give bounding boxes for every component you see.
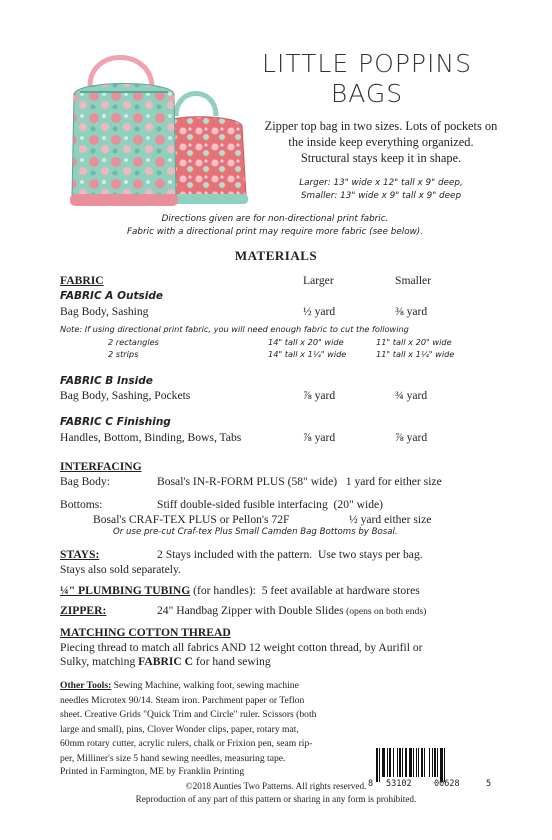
title-line-2: BAGS <box>330 79 404 108</box>
description-line: Structural stays keep it in shape. <box>300 151 462 165</box>
bags-photo <box>66 46 256 216</box>
materials-heading: MATERIALS <box>234 248 318 263</box>
note-row-larger: 14" tall x 20" wide <box>268 337 344 347</box>
fabric-a-item: Bag Body, Sashing <box>60 305 149 318</box>
fabric-c-smaller: ⅞ yard <box>395 431 428 444</box>
fabric-c-item: Handles, Bottom, Binding, Bows, Tabs <box>60 431 242 444</box>
other-tools-line: sheet. Creative Grids "Quick Trim and Circle" ruler. Scissors (both <box>60 709 317 721</box>
directions-line: Directions given are for non-directional print fabric. <box>161 214 389 224</box>
note-row-smaller: 11" tall x 1¼" wide <box>376 349 455 359</box>
fabric-b-item: Bag Body, Sashing, Pockets <box>60 389 191 402</box>
barcode-bar <box>421 748 423 777</box>
fabric-a-larger: ½ yard <box>303 305 336 318</box>
barcode-bar <box>416 748 417 777</box>
description-line: the inside keep everything organized. <box>288 135 474 149</box>
thread-line2-post: for hand sewing <box>193 655 271 668</box>
stays-line2: Stays also sold separately. <box>60 563 181 576</box>
tubing-heading: ¼" PLUMBING TUBING <box>60 584 191 597</box>
col-larger: Larger <box>303 274 334 287</box>
barcode-bar <box>440 748 443 782</box>
printed-in: Printed in Farmington, ME by Franklin Printing <box>60 766 245 777</box>
barcode-bar <box>387 748 388 777</box>
barcode-bar <box>444 748 445 782</box>
other-tools-line: large and small), pins, Clover Wonder clips, paper, rotary mat, <box>60 723 299 735</box>
zipper-line <box>157 604 426 617</box>
barcode-bar <box>418 748 419 777</box>
reproduction-notice: Reproduction of any part of this pattern or sharing in any form is prohibited. <box>135 794 417 804</box>
size-smaller: Smaller: 13" wide x 9" tall x 9" deep <box>300 191 462 201</box>
interfacing-heading: INTERFACING <box>60 460 142 473</box>
other-tools-heading: Other Tools: <box>60 680 112 691</box>
interfacing-bottoms-line3: Or use pre-cut Craf-tex Plus Small Camden Bag Bottoms by Bosal. <box>113 527 398 537</box>
fabric-a-smaller: ⅜ yard <box>395 305 428 318</box>
fabric-b-larger: ⅞ yard <box>303 389 336 402</box>
stays-heading: STAYS: <box>60 548 100 561</box>
size-larger: Larger: 13" wide x 12" tall x 9" deep, <box>299 178 463 188</box>
barcode-bar <box>437 748 438 777</box>
interfacing-bottoms-qty: ½ yard either size <box>349 513 432 526</box>
size-info <box>236 177 526 203</box>
fabric-a-title: FABRIC A Outside <box>60 290 163 302</box>
barcode-bar <box>376 748 378 782</box>
barcode-bar <box>413 748 414 777</box>
interfacing-bottoms-text: Stiff double-sided fusible interfacing (20" wide) <box>157 498 384 511</box>
barcode-bar <box>432 748 433 777</box>
tubing-text: (for handles): 5 feet available at hardware stores <box>190 584 420 597</box>
description <box>236 118 526 166</box>
barcode-right: 5 <box>486 779 492 789</box>
interfacing-bottoms-label: Bottoms: <box>60 498 103 511</box>
directions <box>40 213 510 239</box>
thread-line2 <box>60 655 271 668</box>
fabric-b-title: FABRIC B Inside <box>60 375 153 387</box>
title-line-1: LITTLE POPPINS <box>262 49 472 78</box>
thread-line2-pre: Sulky, matching <box>60 655 139 668</box>
fabric-c-larger: ⅞ yard <box>303 431 336 444</box>
barcode-bar <box>409 748 412 777</box>
other-tools-line: per, Milliner's size 5 hand sewing needles, measuring tape. <box>60 752 286 764</box>
directions-line: Fabric with a directional print may require more fabric (see below). <box>126 227 424 237</box>
other-tools-line <box>60 679 360 694</box>
barcode-bar <box>379 748 380 782</box>
zipper-text: 24" Handbag Zipper with Double Slides <box>157 604 344 617</box>
other-tools-line: 60mm rotary cutter, acrylic rulers, chalk or Frixion pen, seam rip- <box>60 738 313 750</box>
barcode-mid2: 00628 <box>434 779 460 789</box>
fabric-heading: FABRIC <box>60 274 104 287</box>
thread-line2-bold: FABRIC C <box>138 655 194 668</box>
col-smaller: Smaller <box>395 274 432 287</box>
barcode-bar <box>399 748 401 777</box>
other-tools-text: Sewing Machine, walking foot, sewing machine <box>111 680 299 691</box>
note-row-label: 2 rectangles <box>108 337 159 347</box>
copyright: ©2018 Aunties Two Patterns. All rights reserved. <box>185 781 367 791</box>
fabric-b-smaller: ¾ yard <box>395 389 428 402</box>
other-tools-line: needles Microtex 90/14. Steam iron. Parchment paper or Teflon <box>60 694 305 706</box>
stays-text: 2 Stays included with the pattern. Use two stays per bag. <box>157 548 423 561</box>
zipper-small: (opens on both ends) <box>343 606 427 617</box>
barcode-bar <box>382 748 385 777</box>
barcode-bar <box>402 748 403 777</box>
barcode-bar <box>429 748 430 777</box>
tubing-line <box>60 584 420 597</box>
barcode-mid1: 53102 <box>386 779 412 789</box>
other-tools <box>60 679 360 767</box>
note-line: Note: If using directional print fabric, you will need enough fabric to cut the following <box>60 324 409 334</box>
barcode-bar <box>434 748 436 777</box>
thread-heading: MATCHING COTTON THREAD <box>60 626 231 639</box>
fabric-c-title: FABRIC C Finishing <box>60 416 171 428</box>
interfacing-body-label: Bag Body: <box>60 475 110 488</box>
note-row-label: 2 strips <box>108 349 139 359</box>
barcode-bar <box>393 748 394 777</box>
barcode-bar <box>389 748 391 777</box>
note-row-larger: 14" tall x 1¼" wide <box>268 349 347 359</box>
barcode <box>368 748 492 789</box>
barcode-bar <box>405 748 407 777</box>
note-row-smaller: 11" tall x 20" wide <box>376 337 452 347</box>
zipper-heading: ZIPPER: <box>60 604 107 617</box>
interfacing-bottoms-line2: Bosal's CRAF-TEX PLUS or Pellon's 72F <box>93 513 290 526</box>
barcode-left: 8 <box>368 779 374 789</box>
interfacing-body-text: Bosal's IN-R-FORM PLUS (58" wide) 1 yard for either size <box>157 475 442 488</box>
barcode-bar <box>397 748 398 777</box>
barcode-bar <box>424 748 425 777</box>
thread-line1: Piecing thread to match all fabrics AND 12 weight cotton thread, by Aurifil or <box>60 641 423 654</box>
description-line: Zipper top bag in two sizes. Lots of pockets on <box>264 119 498 133</box>
